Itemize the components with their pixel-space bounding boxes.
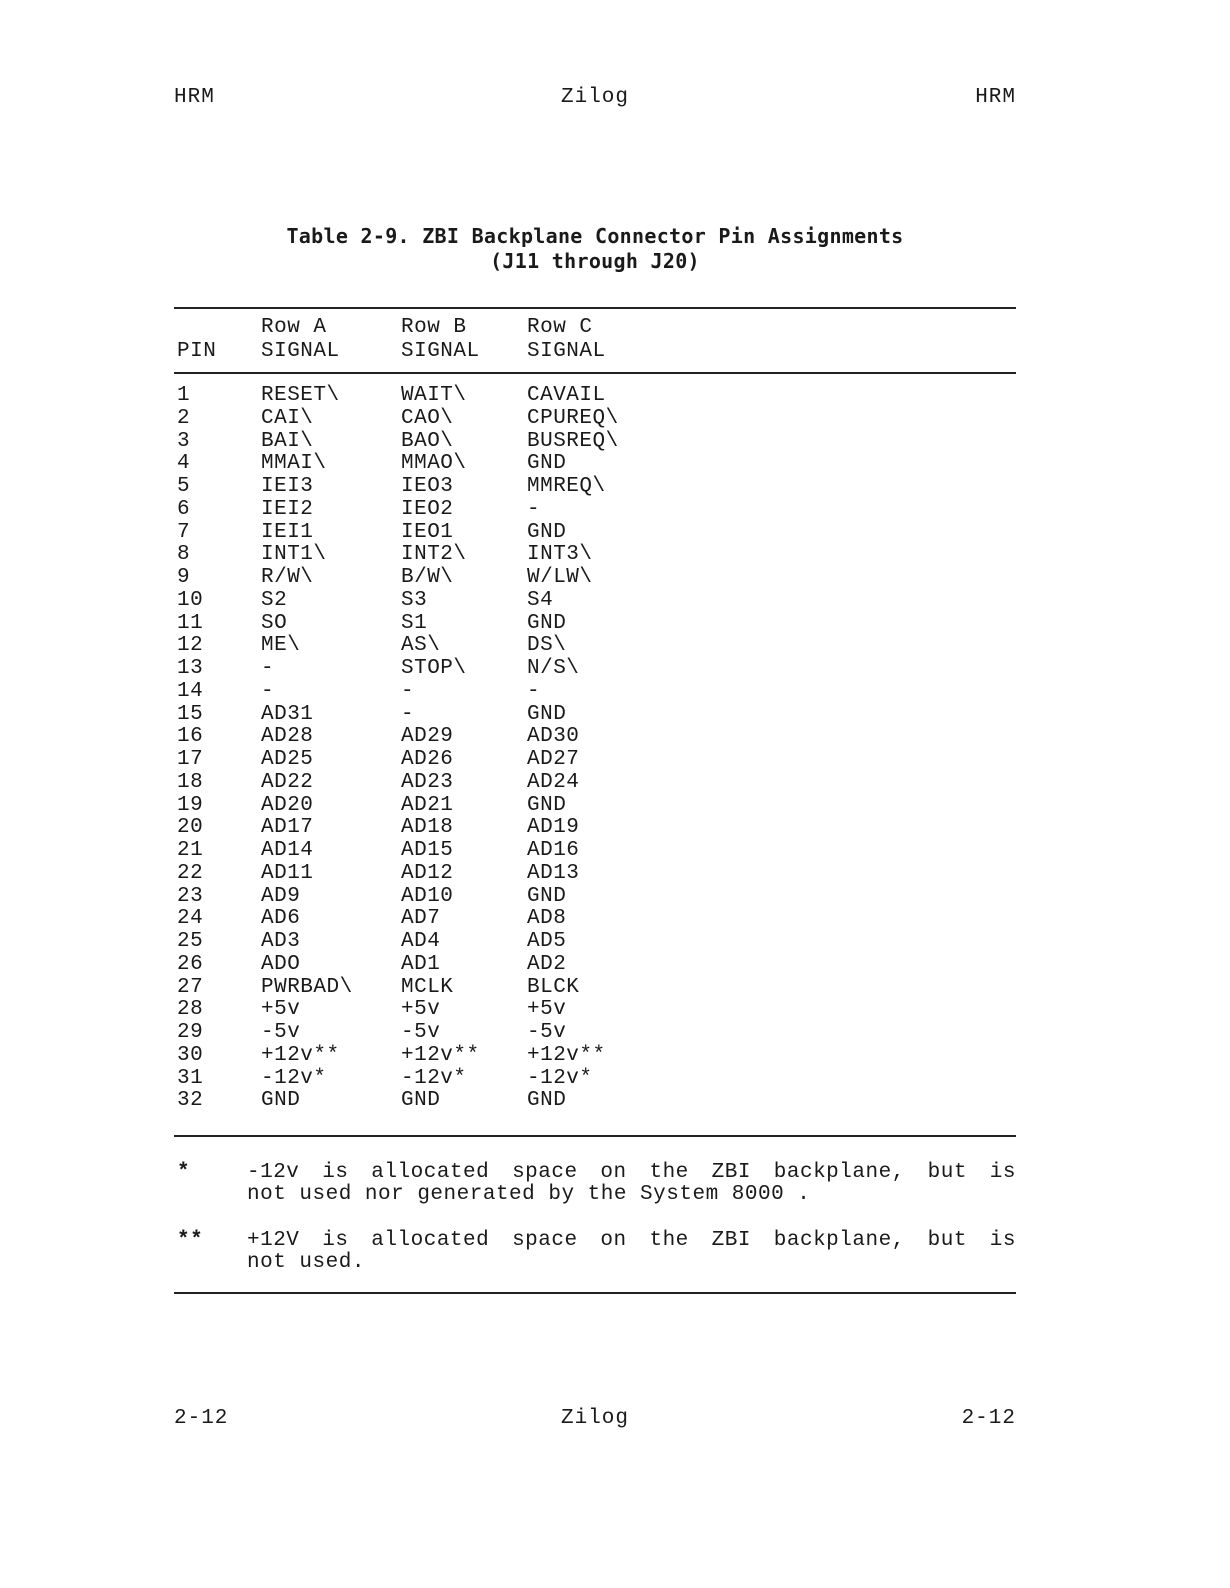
table-row bbox=[0, 385, 1230, 408]
row-a-signal: BAI\ bbox=[261, 429, 314, 453]
header-left: HRM bbox=[174, 86, 215, 109]
row-b-signal: S1 bbox=[401, 611, 428, 635]
row-c-signal: AD27 bbox=[527, 748, 580, 771]
row-a-signal: ME\ bbox=[261, 634, 301, 658]
row-a-signal: AD20 bbox=[261, 793, 314, 817]
row-c-signal: - bbox=[527, 497, 541, 521]
row-a-signal: ADO bbox=[261, 952, 301, 976]
row-c-signal: AD30 bbox=[527, 725, 580, 749]
table-row bbox=[0, 863, 1230, 886]
row-a-signal: AD31 bbox=[261, 702, 314, 726]
pin-cell: 26 bbox=[177, 952, 204, 976]
row-c-signal: GND bbox=[527, 520, 567, 544]
row-b-signal: AD15 bbox=[401, 839, 454, 862]
row-b-signal: -12v* bbox=[401, 1066, 467, 1090]
pin-cell: 17 bbox=[177, 748, 204, 771]
table-row bbox=[0, 590, 1230, 613]
table-row bbox=[0, 567, 1230, 590]
row-a-signal: PWRBAD\ bbox=[261, 975, 353, 999]
table-row bbox=[0, 908, 1230, 931]
table-row bbox=[0, 886, 1230, 909]
row-b-signal: GND bbox=[401, 1089, 441, 1113]
row-b-signal: AD12 bbox=[401, 861, 454, 885]
pin-cell: 4 bbox=[177, 452, 191, 476]
row-b-signal: +12v** bbox=[401, 1043, 480, 1067]
row-a-signal: IEI3 bbox=[261, 475, 314, 498]
table-row bbox=[0, 954, 1230, 977]
row-b-signal: AD26 bbox=[401, 748, 454, 771]
table-row bbox=[0, 749, 1230, 772]
row-a-signal: AD9 bbox=[261, 884, 301, 908]
row-b-signal: INT2\ bbox=[401, 543, 467, 567]
row-b-signal: AD1 bbox=[401, 952, 441, 976]
row-b-signal: - bbox=[401, 679, 415, 703]
pin-cell: 5 bbox=[177, 475, 191, 498]
column-header-row-b bbox=[401, 316, 480, 364]
row-a-signal: IEI2 bbox=[261, 497, 314, 521]
pin-table-body bbox=[0, 385, 1230, 1113]
footnote-mark: * bbox=[177, 1161, 191, 1184]
row-b-signal: -5v bbox=[401, 1021, 441, 1044]
pin-cell: 7 bbox=[177, 520, 191, 544]
column-header-row-c-line1: Row C bbox=[527, 316, 593, 339]
notes-bottom-rule bbox=[174, 1292, 1016, 1294]
column-header-row-c-line2: SIGNAL bbox=[527, 340, 606, 363]
row-a-signal: RESET\ bbox=[261, 384, 340, 407]
table-row bbox=[0, 453, 1230, 476]
row-c-signal: N/S\ bbox=[527, 657, 580, 680]
row-c-signal: GND bbox=[527, 1089, 567, 1113]
row-c-signal: INT3\ bbox=[527, 543, 593, 567]
row-c-signal: GND bbox=[527, 793, 567, 817]
row-c-signal: CAVAIL bbox=[527, 384, 606, 407]
header-center: Zilog bbox=[560, 86, 629, 109]
table-top-rule bbox=[174, 307, 1016, 309]
row-b-signal: BAO\ bbox=[401, 429, 454, 453]
row-a-signal: SO bbox=[261, 611, 288, 635]
pin-cell: 32 bbox=[177, 1089, 204, 1113]
row-a-signal: AD25 bbox=[261, 748, 314, 771]
row-b-signal: CAO\ bbox=[401, 406, 454, 430]
row-b-signal: MCLK bbox=[401, 975, 454, 999]
row-b-signal: IEO1 bbox=[401, 520, 454, 544]
column-header-row-b-line2: SIGNAL bbox=[401, 340, 480, 363]
table-title-line1: Table 2-9. ZBI Backplane Connector Pin Assignments bbox=[286, 224, 904, 248]
running-footer bbox=[174, 1407, 1016, 1435]
pin-cell: 21 bbox=[177, 839, 204, 862]
table-bottom-rule bbox=[174, 1135, 1016, 1137]
table-row bbox=[0, 408, 1230, 431]
row-c-signal: AD24 bbox=[527, 770, 580, 794]
table-row bbox=[0, 658, 1230, 681]
row-b-signal: IEO3 bbox=[401, 475, 454, 498]
row-a-signal: AD28 bbox=[261, 725, 314, 749]
row-b-signal: AD29 bbox=[401, 725, 454, 749]
table-row bbox=[0, 1022, 1230, 1045]
row-b-signal: WAIT\ bbox=[401, 384, 467, 407]
column-header-pin bbox=[177, 316, 216, 364]
pin-cell: 31 bbox=[177, 1066, 204, 1090]
pin-cell: 24 bbox=[177, 907, 204, 931]
table-row bbox=[0, 704, 1230, 727]
pin-cell: 30 bbox=[177, 1043, 204, 1067]
row-b-signal: AD4 bbox=[401, 930, 441, 953]
table-row bbox=[0, 613, 1230, 636]
pin-cell: 2 bbox=[177, 406, 191, 430]
row-b-signal: AD10 bbox=[401, 884, 454, 908]
pin-cell: 10 bbox=[177, 588, 204, 612]
row-a-signal: +12v** bbox=[261, 1043, 340, 1067]
table-row bbox=[0, 476, 1230, 499]
row-b-signal: AD21 bbox=[401, 793, 454, 817]
row-b-signal: STOP\ bbox=[401, 657, 467, 680]
row-c-signal: AD8 bbox=[527, 907, 567, 931]
row-c-signal: BUSREQ\ bbox=[527, 429, 619, 453]
table-title-line2: (J11 through J20) bbox=[490, 249, 700, 273]
pin-cell: 15 bbox=[177, 702, 204, 726]
pin-cell: 3 bbox=[177, 429, 191, 453]
table-title bbox=[174, 224, 1016, 274]
row-c-signal: S4 bbox=[527, 588, 554, 612]
row-b-signal: IEO2 bbox=[401, 497, 454, 521]
footer-left: 2-12 bbox=[174, 1407, 229, 1430]
row-a-signal: S2 bbox=[261, 588, 288, 612]
table-row bbox=[0, 726, 1230, 749]
column-header-row-a bbox=[261, 316, 340, 364]
pin-cell: 19 bbox=[177, 793, 204, 817]
header-right: HRM bbox=[975, 86, 1016, 109]
table-row bbox=[0, 431, 1230, 454]
pin-cell: 8 bbox=[177, 543, 191, 567]
row-c-signal: AD13 bbox=[527, 861, 580, 885]
table-row bbox=[0, 681, 1230, 704]
row-c-signal: GND bbox=[527, 884, 567, 908]
row-c-signal: CPUREQ\ bbox=[527, 406, 619, 430]
pin-cell: 23 bbox=[177, 884, 204, 908]
row-b-signal: S3 bbox=[401, 588, 428, 612]
footer-center: Zilog bbox=[560, 1407, 629, 1430]
pin-cell: 25 bbox=[177, 930, 204, 953]
pin-cell: 13 bbox=[177, 657, 204, 680]
header-bottom-rule bbox=[174, 372, 1016, 374]
column-header-row-a-line2: SIGNAL bbox=[261, 340, 340, 363]
row-a-signal: AD22 bbox=[261, 770, 314, 794]
row-a-signal: MMAI\ bbox=[261, 452, 327, 476]
row-a-signal: AD17 bbox=[261, 816, 314, 840]
footnote-mark: ** bbox=[177, 1229, 204, 1252]
row-c-signal: - bbox=[527, 679, 541, 703]
row-a-signal: INT1\ bbox=[261, 543, 327, 567]
table-row bbox=[0, 544, 1230, 567]
row-c-signal: DS\ bbox=[527, 634, 567, 658]
row-c-signal: AD19 bbox=[527, 816, 580, 840]
row-a-signal: - bbox=[261, 679, 275, 703]
table-row bbox=[0, 795, 1230, 818]
table-row bbox=[0, 977, 1230, 1000]
table-row bbox=[0, 1068, 1230, 1091]
row-c-signal: MMREQ\ bbox=[527, 475, 606, 498]
pin-cell: 14 bbox=[177, 679, 204, 703]
row-c-signal: -5v bbox=[527, 1021, 567, 1044]
row-a-signal: - bbox=[261, 657, 275, 680]
row-c-signal: +5v bbox=[527, 998, 567, 1022]
table-row bbox=[0, 999, 1230, 1022]
footnote-text: -12v is allocated space on the ZBI backplane, but is not used nor generated by the System 8000 . bbox=[247, 1161, 1016, 1206]
pin-cell: 16 bbox=[177, 725, 204, 749]
row-b-signal: MMAO\ bbox=[401, 452, 467, 476]
row-a-signal: AD3 bbox=[261, 930, 301, 953]
table-row bbox=[0, 840, 1230, 863]
table-row bbox=[0, 522, 1230, 545]
column-header-row-b-line1: Row B bbox=[401, 316, 467, 339]
row-c-signal: AD5 bbox=[527, 930, 567, 953]
pin-cell: 12 bbox=[177, 634, 204, 658]
pin-cell: 22 bbox=[177, 861, 204, 885]
table-row bbox=[0, 1090, 1230, 1113]
row-a-signal: AD6 bbox=[261, 907, 301, 931]
row-a-signal: GND bbox=[261, 1089, 301, 1113]
row-a-signal: AD11 bbox=[261, 861, 314, 885]
table-row bbox=[0, 817, 1230, 840]
row-b-signal: AS\ bbox=[401, 634, 441, 658]
row-b-signal: AD18 bbox=[401, 816, 454, 840]
row-a-signal: -12v* bbox=[261, 1066, 327, 1090]
column-header-row-c bbox=[527, 316, 606, 364]
pin-cell: 11 bbox=[177, 611, 204, 635]
row-c-signal: AD16 bbox=[527, 839, 580, 862]
row-c-signal: GND bbox=[527, 702, 567, 726]
pin-cell: 29 bbox=[177, 1021, 204, 1044]
row-c-signal: AD2 bbox=[527, 952, 567, 976]
pin-cell: 1 bbox=[177, 384, 191, 407]
footnote-text: +12V is allocated space on the ZBI backplane, but is not used. bbox=[247, 1229, 1016, 1274]
row-c-signal: +12v** bbox=[527, 1043, 606, 1067]
row-c-signal: -12v* bbox=[527, 1066, 593, 1090]
row-a-signal: +5v bbox=[261, 998, 301, 1022]
row-a-signal: CAI\ bbox=[261, 406, 314, 430]
pin-cell: 18 bbox=[177, 770, 204, 794]
row-b-signal: AD7 bbox=[401, 907, 441, 931]
row-b-signal: AD23 bbox=[401, 770, 454, 794]
table-row bbox=[0, 635, 1230, 658]
table-row bbox=[0, 772, 1230, 795]
column-header-pin-label: PIN bbox=[177, 340, 217, 363]
row-b-signal: - bbox=[401, 702, 415, 726]
row-a-signal: -5v bbox=[261, 1021, 301, 1044]
row-c-signal: BLCK bbox=[527, 975, 580, 999]
row-a-signal: R/W\ bbox=[261, 566, 314, 589]
row-b-signal: B/W\ bbox=[401, 566, 454, 589]
column-header-row-a-line1: Row A bbox=[261, 316, 327, 339]
pin-cell: 20 bbox=[177, 816, 204, 840]
row-a-signal: AD14 bbox=[261, 839, 314, 862]
running-header bbox=[174, 86, 1016, 114]
row-c-signal: W/LW\ bbox=[527, 566, 593, 589]
pin-cell: 28 bbox=[177, 998, 204, 1022]
footer-right: 2-12 bbox=[961, 1407, 1016, 1430]
table-row bbox=[0, 931, 1230, 954]
table-row bbox=[0, 499, 1230, 522]
pin-cell: 9 bbox=[177, 566, 191, 589]
pin-cell: 27 bbox=[177, 975, 204, 999]
pin-cell: 6 bbox=[177, 497, 191, 521]
row-c-signal: GND bbox=[527, 452, 567, 476]
row-b-signal: +5v bbox=[401, 998, 441, 1022]
row-a-signal: IEI1 bbox=[261, 520, 314, 544]
table-row bbox=[0, 1045, 1230, 1068]
row-c-signal: GND bbox=[527, 611, 567, 635]
